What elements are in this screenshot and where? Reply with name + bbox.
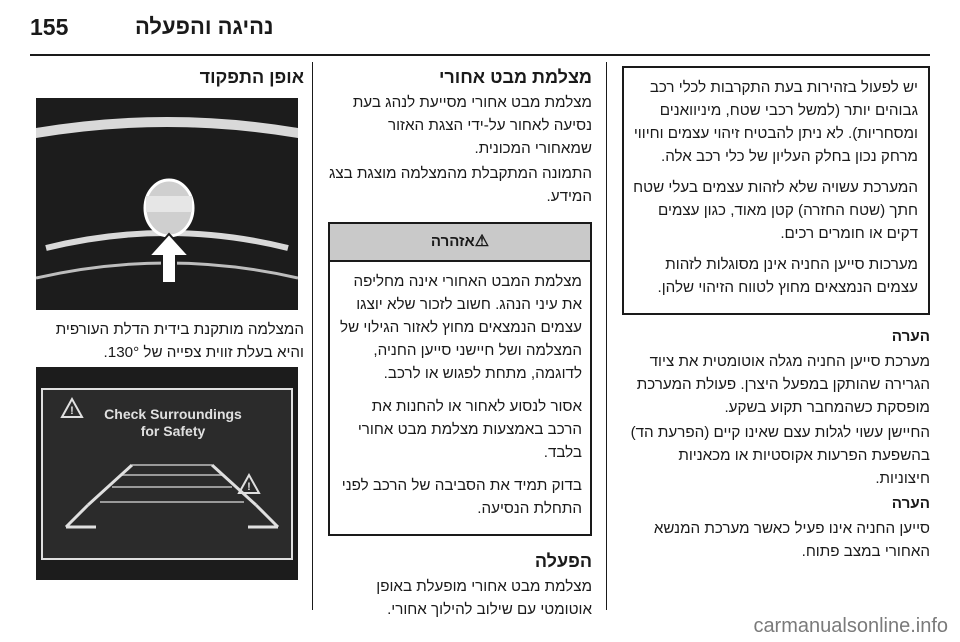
image-caption: המצלמה מותקנת בידית הדלת העורפית והיא בעלת זווית צפייה של 130°.	[55, 321, 304, 361]
paragraph: המערכת עשויה שלא לזהות עצמים בעלי שטח חתך (שטח החזרה) קטן מאוד, כגון עצמים דקים או חומרים רכים.	[633, 179, 918, 242]
column-divider	[606, 62, 607, 610]
column-middle	[328, 66, 592, 623]
warning-triangle-icon: ⚠	[474, 233, 490, 250]
section-title: מצלמת מבט אחורי	[438, 67, 592, 87]
note-title: הערה	[891, 495, 930, 512]
warning-title: אזהרה	[430, 233, 475, 250]
caution-box	[622, 66, 930, 315]
display-warning-line1: Check Surroundings	[104, 406, 242, 422]
svg-text:!: !	[70, 405, 74, 417]
chapter-title: נהיגה והפעלה	[135, 14, 274, 39]
paragraph: מצלמת מבט אחורי מסייעת לנהג בעת נסיעה לאחור על-ידי הצגת האזור שמאחורי המכונית.	[352, 94, 592, 157]
column-divider	[312, 62, 313, 610]
paragraph: מצלמת המבט האחורי אינה מחליפה את עיני הנהג. חשוב לזכור שלא יוצגו עצמים הנמצאים מחוץ לאזור הגילוי של המצלמה ושל חיישני סייען החניה, לדוגמה, מתחת לפגוש או לרכב.	[340, 273, 582, 382]
paragraph: החיישן עשוי לגלות עצם שאינו קיים (הפרעת הד) בהשפעת הפרעות אקוסטיות או מכאניות חיצוניות.	[630, 424, 930, 487]
svg-text:!: !	[247, 481, 251, 493]
paragraph: מצלמת מבט אחורי מופעלת באופן אוטומטי עם שילוב להילוך אחורי.	[376, 578, 592, 618]
column-left	[36, 66, 304, 91]
tailgate-drawing	[36, 98, 298, 310]
tailgate-camera-illustration	[36, 98, 298, 310]
section-title: הפעלה	[534, 551, 592, 571]
paragraph: מערכות סייען החניה אינן מסוגלות לזהות עצמים הנמצאים מחוץ לטווח הזיהוי שלהן.	[657, 256, 918, 296]
page-header	[30, 6, 930, 46]
paragraph: יש לפעול בזהירות בעת התקרבות לכלי רכב גבוהים יותר (למשל רכבי שטח, מיניוואנים ומסחריות). לא ניתן להבטיח זיהוי עצמים וחיווי מרחק נכון בחלק העליון של כלי רכב אלה.	[633, 79, 918, 165]
section-title: אופן התפקוד	[199, 67, 304, 87]
display-warning-line2: for Safety	[140, 423, 206, 439]
paragraph: סייען החניה אינו פעיל כאשר מערכת המנשא האחורי במצב פתוח.	[653, 520, 930, 560]
warning-box	[328, 222, 592, 536]
warning-header	[330, 224, 590, 262]
watermark: carmanualsonline.info	[753, 615, 948, 637]
camera-display-drawing	[36, 367, 298, 580]
column-right	[622, 66, 930, 565]
paragraph: אסור לנסוע לאחור או להחנות את הרכב באמצעות מצלמת מבט אחורי בלבד.	[357, 398, 582, 461]
note-title: הערה	[891, 328, 930, 345]
rear-camera-display-illustration	[36, 367, 298, 580]
paragraph: בדוק תמיד את הסביבה של הרכב לפני התחלת הנסיעה.	[341, 477, 582, 517]
header-rule	[30, 54, 930, 56]
page-number: 155	[30, 14, 69, 40]
paragraph: התמונה המתקבלת מהמצלמה מוצגת בצג המידע.	[328, 165, 592, 205]
paragraph: מערכת סייען החניה מגלה אוטומטית את ציוד הגרירה שהותקן במפעל היצרן. פעולת המערכת מופסקת כשהמחבר תקוע בשקע.	[636, 353, 930, 416]
